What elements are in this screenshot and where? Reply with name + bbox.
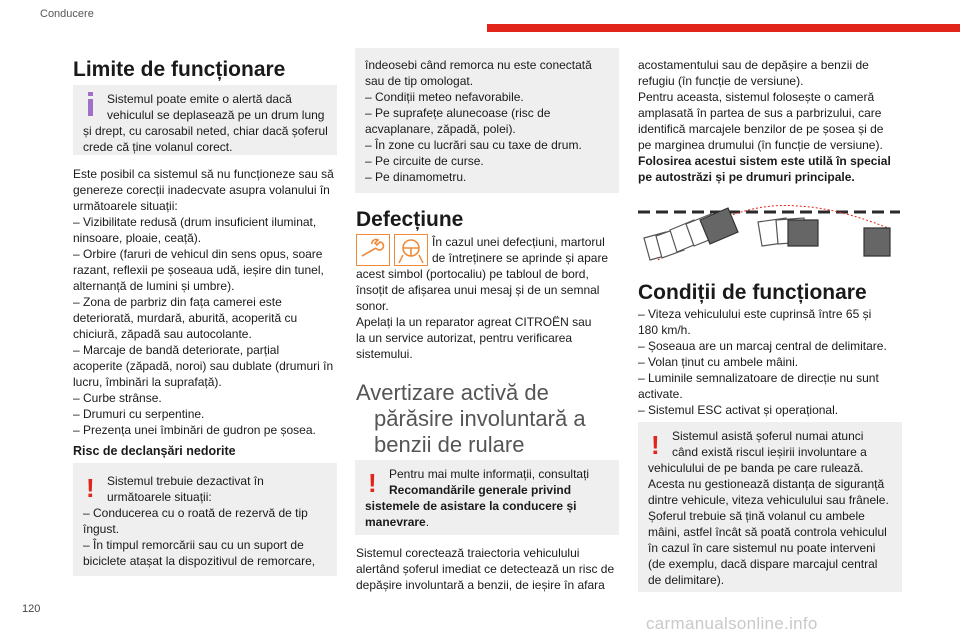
warning-line: sau de tip omologat. [365,74,474,88]
info-icon [88,92,93,116]
body-line: pe marginea drumului (în funcție de versiune). [638,138,883,152]
info-line: Recomandările generale privind [389,483,572,497]
warning-line: – În timpul remorcării sau cu un suport de [83,538,304,552]
body-line: – Orbire (faruri de vehicul din sens opus, soare [73,247,323,261]
body-line: – Drumuri cu serpentine. [73,407,205,421]
info-warning-box [355,460,619,535]
bold-line: pe autostrăzi și pe drumuri principale. [638,170,855,184]
body-line: Este posibil ca sistemul să nu funcționeze sau să [73,167,334,181]
feature-title-line: părăsire involuntară a [374,406,586,431]
note-line: crede că ține volanul corect. [83,140,233,154]
conditions-list [638,306,887,418]
warning-line: Sistemul asistă șoferul numai atunci [672,429,864,443]
note-line: vehiculul se deplasează pe un drum lung [107,108,325,122]
fault-line: acest simbol (portocaliu) pe tabloul de bord, [356,267,589,281]
warning-line: Acesta nu gestionează distanța de siguranță [648,477,885,491]
warning-line: de delimitare). [648,573,725,587]
body-line: – Vizibilitate redusă (drum insuficient iluminat, [73,215,317,229]
warning-line: – Condiții meteo nefavorabile. [365,90,524,104]
fault-line: În cazul unei defecțiuni, martorul [432,235,605,249]
fault-line: la un service autorizat, pentru verificarea [356,331,573,345]
body-line: – Prezența unei îmbinări de gudron pe șosea. [73,423,316,437]
info-note-box [73,85,337,155]
body-line: deteriorată, murdară, aburită, acoperită cu [73,311,298,325]
assist-warning-box [638,422,902,592]
warning-line: îngust. [83,522,120,536]
fault-title: Defecțiune [356,208,464,231]
body-line: alternanță de lumini și umbre). [73,279,235,293]
body-line: – Zona de parbriz din fața camerei este [73,295,282,309]
feature-title-line: benzii de rulare [374,432,525,457]
body-line: chiciură, zăpadă sau autocolante. [73,327,252,341]
warning-line: biciclete atașat la dispozitivul de remorcare, [83,554,316,568]
body-line: amplasată în partea de sus a parbrizului, care [638,106,882,120]
warning-box-continued [355,48,619,193]
condition-item: 180 km/h. [638,323,691,337]
body-line: alertând șoferul imediat ce detectează un risc de [356,562,615,576]
body-line: acoperite (zăpadă, noroi) sau dublate (drumuri în [73,359,334,373]
body-line: – Curbe strânse. [73,391,162,405]
warning-line: – Pe suprafețe alunecoase (risc de [365,106,551,120]
warning-line: – Conducerea cu o roată de rezervă de tip [83,506,308,520]
warning-line: – Pe dinamometru. [365,170,467,184]
unwanted-triggers-subtitle: Risc de declanșări nedorite [73,444,236,458]
warning-icon: ! [368,468,377,498]
info-line [365,514,429,530]
warning-box [73,463,337,576]
info-line-punct: . [425,515,430,529]
warning-icon: ! [651,430,660,460]
body-line: acostamentului sau de depășire a benzii de [638,58,869,72]
body-line: Pentru aceasta, sistemul folosește o cameră [638,90,875,104]
warning-line: următoarele situații: [107,490,212,504]
warning-line: îndeosebi când remorca nu este conectată [365,58,592,72]
section-header: Conducere [40,8,94,20]
note-line: Sistemul poate emite o alertă dacă [107,92,292,106]
condition-item: – Luminile semnalizatoare de direcție nu sunt [638,371,879,385]
conditions-title: Condiții de funcționare [638,281,867,304]
limits-title: Limite de funcționare [73,58,286,81]
condition-item: – Sistemul ESC activat și operațional. [638,403,839,417]
body-line: următoarele situații: [73,199,178,213]
body-line: Sistemul corectează traiectoria vehiculului [356,546,580,560]
warning-line: – În zone cu lucrări sau cu taxe de drum. [365,138,582,152]
warning-line: Sistemul trebuie dezactivat în [107,474,264,488]
warning-line: – Pe circuite de curse. [365,154,484,168]
bold-line: Folosirea acestui sistem este utilă în special [638,154,891,168]
note-line: și drept, cu carosabil neted, chiar dacă șoferul [83,124,328,138]
warning-line: (de exemplu, dacă dispare marcajul central [648,557,878,571]
body-line: refugiu (în funcție de versiune). [638,74,804,88]
condition-item: activate. [638,387,683,401]
body-line: – Marcaje de bandă deteriorate, parțial [73,343,280,357]
body-line: depășire involuntară a benzii, de ieșire în afara [356,578,605,592]
watermark: carmanualsonline.info [646,614,818,633]
warning-line: când există riscul ieșirii involuntare a [672,445,867,459]
body-line: ninsoare, ploaie, ceață). [73,231,202,245]
fault-line: de întreținere se aprinde și apare [432,251,609,265]
info-line: Pentru mai multe informații, consultați [389,467,590,481]
condition-item: – Șoseaua are un marcaj central de delimitare. [638,339,887,353]
feature-title-line: Avertizare activă de [356,380,549,405]
lane-body [356,545,614,593]
header-accent-bar [487,24,960,32]
fault-line: însoțit de afișarea unui mesaj și de un semnal [356,283,600,297]
body-line: identifică marcajele benzilor de pe șosea și de [638,122,884,136]
info-line-bold: manevrare [365,515,426,529]
warning-line: acvaplanare, zăpadă, polei). [365,122,516,136]
condition-item: – Volan ținut cu ambele mâini. [638,355,799,369]
lane-illustration [638,198,900,275]
body-line: lucru, îmbinări la suprafață). [73,375,222,389]
page-number: 120 [22,603,41,615]
fault-line: sonor. [356,299,389,313]
warning-line: dintre vehicule, viteza vehiculului sau frânele. [648,493,889,507]
fault-line: sistemului. [356,347,413,361]
body-line: razant, reflexii pe șoseaua udă, ieșire din tunel, [73,263,324,277]
condition-item: – Viteza vehiculului este cuprinsă între 65 și [638,307,872,321]
warning-icon: ! [86,473,95,503]
warning-line: vehiculului de pe banda pe care rulează. [648,461,864,475]
warning-line: Șoferul trebuie să țină volanul cu ambele [648,509,865,523]
body-line: genereze corecții inadecvate asupra volanului în [73,183,330,197]
limits-body [73,166,334,438]
info-line: sistemele de asistare la conducere și [365,499,577,513]
feature-title [356,380,586,458]
warning-line: mâini, astfel încât să poată controla vehiculul [648,525,887,539]
warning-line: în cazul în care sistemul nu poate interveni [648,541,876,555]
fault-line: Apelați la un reparator agreat CITROËN sau [356,315,592,329]
lane-body-continued [638,57,891,185]
